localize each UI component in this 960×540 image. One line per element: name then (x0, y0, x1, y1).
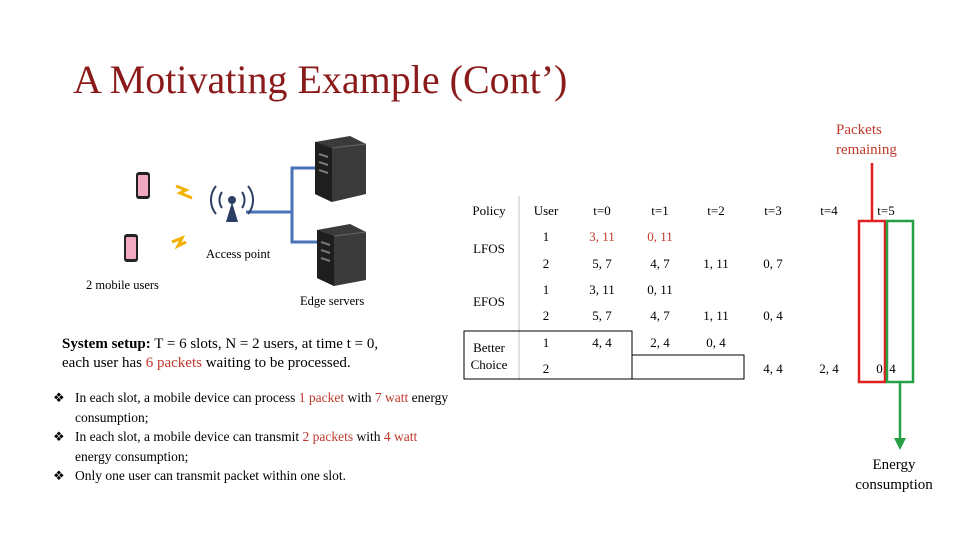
setup-line2-post: waiting to be processed. (205, 355, 351, 371)
table-cell: 3, 11 (589, 229, 615, 244)
policy-lfos: LFOS (473, 241, 505, 256)
table-cell: 4, 4 (592, 335, 612, 350)
energy-consumption-label: Energy consumption (855, 457, 933, 493)
policy-efos: EFOS (473, 294, 505, 309)
setup-line2-pre: each user has (62, 355, 142, 371)
table-cell: 4, 7 (650, 256, 670, 271)
header-t5: t=5 (877, 203, 895, 218)
energy-consumption-box (887, 221, 913, 382)
table-cell: 0, 7 (763, 256, 783, 271)
diamond-bullet-icon: ❖ (53, 468, 65, 483)
header-t3: t=3 (764, 203, 782, 218)
table-cell: 2 (542, 256, 550, 271)
table-cell: 0, 4 (876, 361, 896, 376)
table-cell: 0, 11 (647, 282, 673, 297)
diamond-bullet-icon: ❖ (53, 429, 65, 444)
table-cell: 2, 4 (819, 361, 839, 376)
table-cell: 4, 4 (763, 361, 783, 376)
header-t2: t=2 (707, 203, 725, 218)
table-cell: 1 (542, 335, 550, 350)
table-cell: 2 (542, 308, 550, 323)
table-cell: 5, 7 (592, 308, 612, 323)
policy-better-choice: Better Choice (470, 340, 508, 372)
packets-remaining-box (859, 221, 885, 382)
edge-servers-label: Edge servers (300, 294, 365, 308)
table-cell: 1, 11 (703, 256, 729, 271)
header-t0: t=0 (593, 203, 611, 218)
better-choice-box (464, 331, 632, 379)
table-cell: 5, 7 (592, 256, 612, 271)
setup-prefix: System setup: (62, 336, 151, 352)
header-t1: t=1 (651, 203, 669, 218)
bullet-item: ❖ In each slot, a mobile device can process 1 packet with 7 watt energy consumption; (53, 390, 449, 425)
diamond-bullet-icon: ❖ (53, 390, 65, 405)
setup-line1: T = 6 slots, N = 2 users, at time t = 0, (154, 336, 379, 352)
mobile-users-label: 2 mobile users (86, 278, 159, 292)
access-point-label: Access point (206, 247, 271, 261)
table-cell: 3, 11 (589, 282, 615, 297)
table-cell: 0, 4 (763, 308, 783, 323)
header-user: User (533, 203, 559, 218)
table-cell: 2, 4 (650, 335, 670, 350)
table-cell: 2 (542, 361, 550, 376)
table-cell: 0, 4 (706, 335, 726, 350)
page-title: A Motivating Example (Cont’) (73, 57, 568, 102)
arrow-down-icon (894, 438, 906, 450)
header-t4: t=4 (820, 203, 838, 218)
better-choice-gap-box (632, 355, 744, 379)
table-cell: 1, 11 (703, 308, 729, 323)
header-policy: Policy (472, 203, 506, 218)
bullet-item: ❖ In each slot, a mobile device can transmit 2 packets with 4 watt energy consumption; (53, 429, 418, 464)
table-cell: 0, 11 (647, 229, 673, 244)
table-cell: 4, 7 (650, 308, 670, 323)
table-cell: 1 (542, 229, 550, 244)
bullet-item: ❖ Only one user can transmit packet within one slot. (53, 466, 453, 486)
table-cell: 1 (542, 282, 550, 297)
setup-packets: 6 packets (145, 355, 202, 371)
packets-remaining-label: Packets remaining (836, 122, 897, 158)
